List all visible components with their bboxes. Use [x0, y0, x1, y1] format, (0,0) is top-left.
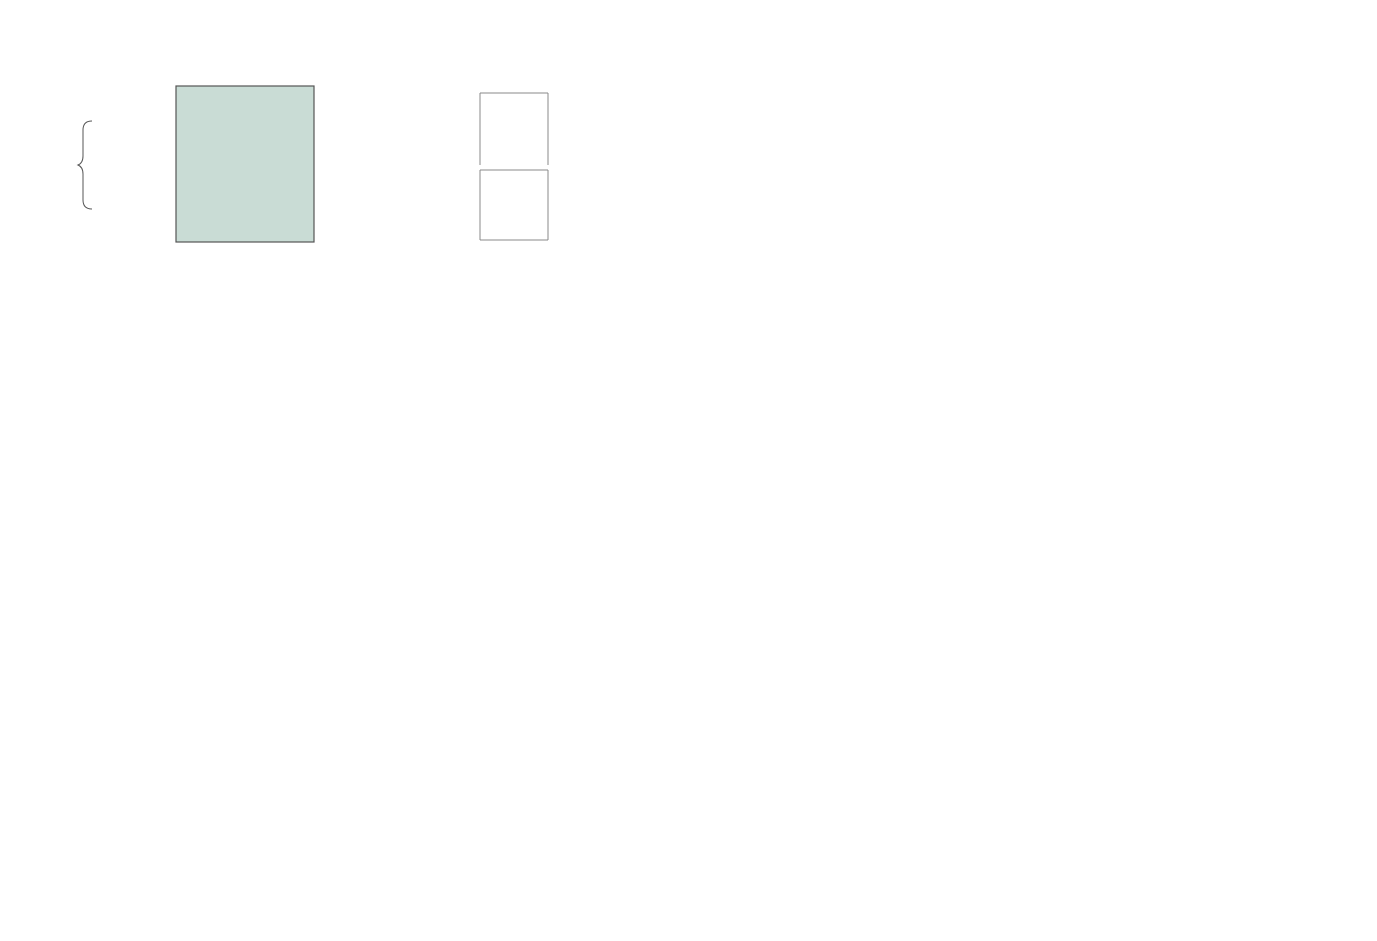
combinational-circuit-box [176, 86, 314, 242]
circuit-diagram [78, 86, 314, 242]
circuit-figure [0, 0, 700, 410]
submission-instructions [20, 775, 1310, 784]
bcd-brace [78, 121, 92, 209]
